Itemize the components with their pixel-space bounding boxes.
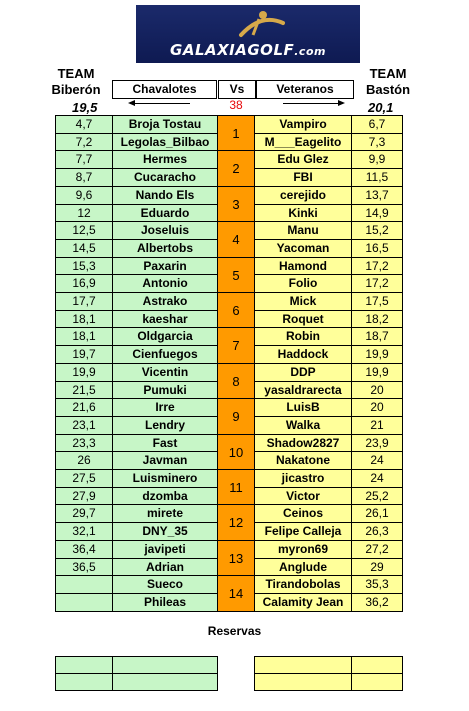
left-player-name: Eduardo — [112, 204, 217, 223]
reserve-cell — [55, 673, 113, 691]
right-player-name: Shadow2827 — [254, 434, 351, 453]
left-handicap: 36,4 — [55, 540, 112, 559]
left-handicap: 36,5 — [55, 558, 112, 577]
left-player-name: Albertobs — [112, 239, 217, 258]
reserve-cell — [351, 656, 403, 674]
left-player-name: Javman — [112, 451, 217, 470]
right-player-name: FBI — [254, 168, 351, 187]
right-handicap: 24 — [351, 451, 403, 470]
left-player-name: Phileas — [112, 593, 217, 612]
reserve-row-left-2 — [55, 673, 217, 689]
right-handicap: 29 — [351, 558, 403, 577]
right-handicap: 9,9 — [351, 150, 403, 169]
left-handicap: 12 — [55, 204, 112, 223]
right-team-handicap: 20,1 — [368, 100, 394, 115]
right-handicap: 13,7 — [351, 186, 403, 205]
vs-label: Vs — [218, 80, 256, 99]
match-number: 3 — [217, 186, 255, 223]
left-player-name: Legolas_Bilbao — [112, 133, 217, 152]
match-number: 12 — [217, 504, 255, 541]
right-handicap: 21 — [351, 416, 403, 435]
match-number: 7 — [217, 327, 255, 364]
galaxiagolf-logo — [136, 5, 360, 63]
match-number: 8 — [217, 363, 255, 400]
left-player-name: Lendry — [112, 416, 217, 435]
match-number: 11 — [217, 469, 255, 506]
left-player-name: Paxarin — [112, 257, 217, 276]
left-handicap: 7,2 — [55, 133, 112, 152]
left-player-name: Pumuki — [112, 381, 217, 400]
reserve-row-right-2 — [254, 673, 403, 689]
reserve-cell — [351, 673, 403, 691]
right-handicap: 17,5 — [351, 292, 403, 311]
right-player-name: LuisB — [254, 398, 351, 417]
right-player-name: jicastro — [254, 469, 351, 488]
match-number: 14 — [217, 575, 255, 612]
left-arrow-icon — [130, 103, 190, 104]
right-arrow-icon — [283, 103, 343, 104]
left-handicap: 7,7 — [55, 150, 112, 169]
left-player-name: Luisminero — [112, 469, 217, 488]
left-handicap: 27,9 — [55, 487, 112, 506]
right-player-name: Folio — [254, 274, 351, 293]
right-player-name: Yacoman — [254, 239, 351, 258]
match-number: 13 — [217, 540, 255, 577]
left-team-label: Chavalotes — [112, 80, 217, 99]
right-handicap: 19,9 — [351, 345, 403, 364]
left-handicap: 23,3 — [55, 434, 112, 453]
reserve-cell — [254, 656, 352, 674]
right-player-name: Manu — [254, 221, 351, 240]
left-player-name: Antonio — [112, 274, 217, 293]
right-handicap: 15,2 — [351, 221, 403, 240]
reserve-cell — [112, 656, 218, 674]
match-number: 2 — [217, 150, 255, 187]
left-player-name: Broja Tostau — [112, 115, 217, 134]
right-handicap: 14,9 — [351, 204, 403, 223]
logo-text: GALAXIAGOLF.com — [170, 41, 326, 59]
match-number: 5 — [217, 257, 255, 294]
left-handicap: 16,9 — [55, 274, 112, 293]
right-player-name: Victor — [254, 487, 351, 506]
left-handicap: 8,7 — [55, 168, 112, 187]
left-player-name: kaeshar — [112, 310, 217, 329]
right-player-name: M___Eagelito — [254, 133, 351, 152]
left-handicap: 4,7 — [55, 115, 112, 134]
left-handicap: 32,1 — [55, 522, 112, 541]
left-player-name: Irre — [112, 398, 217, 417]
left-player-name: Astrako — [112, 292, 217, 311]
left-player-name: Adrian — [112, 558, 217, 577]
left-player-name: Sueco — [112, 575, 217, 594]
left-handicap: 18,1 — [55, 327, 112, 346]
match-number: 10 — [217, 434, 255, 471]
left-handicap: 12,5 — [55, 221, 112, 240]
right-player-name: Roquet — [254, 310, 351, 329]
left-player-name: Cucaracho — [112, 168, 217, 187]
right-player-name: cerejido — [254, 186, 351, 205]
left-player-name: mirete — [112, 504, 217, 523]
left-player-name: Fast — [112, 434, 217, 453]
match-number: 6 — [217, 292, 255, 329]
left-player-name: Oldgarcia — [112, 327, 217, 346]
left-handicap: 19,9 — [55, 363, 112, 382]
left-handicap: 27,5 — [55, 469, 112, 488]
right-player-name: Robin — [254, 327, 351, 346]
reserve-cell — [112, 673, 218, 691]
left-player-name: Nando Els — [112, 186, 217, 205]
match-number: 1 — [217, 115, 255, 152]
right-handicap: 11,5 — [351, 168, 403, 187]
right-player-name: Edu Glez — [254, 150, 351, 169]
left-handicap: 17,7 — [55, 292, 112, 311]
right-handicap: 18,2 — [351, 310, 403, 329]
right-team-heading: TEAM Bastón — [365, 66, 411, 97]
left-team-handicap: 19,5 — [72, 100, 98, 115]
left-handicap: 15,3 — [55, 257, 112, 276]
right-player-name: Walka — [254, 416, 351, 435]
reserve-row-left-1 — [55, 656, 217, 672]
right-team-label: Veteranos — [256, 80, 354, 99]
left-handicap: 21,5 — [55, 381, 112, 400]
right-handicap: 23,9 — [351, 434, 403, 453]
right-handicap: 35,3 — [351, 575, 403, 594]
golfer-icon — [231, 9, 291, 39]
total-handicap: 38 — [229, 98, 243, 112]
right-handicap: 18,7 — [351, 327, 403, 346]
right-player-name: yasaldrarecta — [254, 381, 351, 400]
reservas-title: Reservas — [207, 624, 262, 638]
right-player-name: Nakatone — [254, 451, 351, 470]
left-player-name: Hermes — [112, 150, 217, 169]
left-handicap: 9,6 — [55, 186, 112, 205]
right-player-name: Tirandobolas — [254, 575, 351, 594]
reserve-row-right-1 — [254, 656, 403, 672]
right-handicap: 7,3 — [351, 133, 403, 152]
right-handicap: 20 — [351, 381, 403, 400]
left-handicap: 29,7 — [55, 504, 112, 523]
left-player-name: Joseluis — [112, 221, 217, 240]
left-player-name: dzomba — [112, 487, 217, 506]
right-handicap: 17,2 — [351, 257, 403, 276]
left-handicap: 19,7 — [55, 345, 112, 364]
left-handicap: 18,1 — [55, 310, 112, 329]
right-player-name: Felipe Calleja — [254, 522, 351, 541]
left-handicap: 21,6 — [55, 398, 112, 417]
right-handicap: 16,5 — [351, 239, 403, 258]
left-player-name: DNY_35 — [112, 522, 217, 541]
right-handicap: 17,2 — [351, 274, 403, 293]
right-handicap: 27,2 — [351, 540, 403, 559]
left-handicap — [55, 575, 112, 594]
right-handicap: 26,3 — [351, 522, 403, 541]
left-handicap — [55, 593, 112, 612]
reserve-cell — [254, 673, 352, 691]
left-player-name: Cienfuegos — [112, 345, 217, 364]
right-handicap: 25,2 — [351, 487, 403, 506]
match-number: 9 — [217, 398, 255, 435]
right-player-name: Kinki — [254, 204, 351, 223]
right-player-name: DDP — [254, 363, 351, 382]
right-player-name: Vampiro — [254, 115, 351, 134]
right-player-name: Hamond — [254, 257, 351, 276]
reserve-cell — [55, 656, 113, 674]
left-team-heading: TEAM Biberón — [51, 66, 101, 97]
left-player-name: javipeti — [112, 540, 217, 559]
right-handicap: 36,2 — [351, 593, 403, 612]
match-number: 4 — [217, 221, 255, 258]
left-handicap: 23,1 — [55, 416, 112, 435]
right-handicap: 19,9 — [351, 363, 403, 382]
right-player-name: Ceinos — [254, 504, 351, 523]
left-handicap: 14,5 — [55, 239, 112, 258]
left-handicap: 26 — [55, 451, 112, 470]
left-player-name: Vicentin — [112, 363, 217, 382]
right-player-name: Calamity Jean — [254, 593, 351, 612]
right-handicap: 24 — [351, 469, 403, 488]
right-player-name: Mick — [254, 292, 351, 311]
right-handicap: 6,7 — [351, 115, 403, 134]
right-player-name: Haddock — [254, 345, 351, 364]
right-player-name: myron69 — [254, 540, 351, 559]
right-handicap: 26,1 — [351, 504, 403, 523]
right-player-name: Anglude — [254, 558, 351, 577]
right-handicap: 20 — [351, 398, 403, 417]
